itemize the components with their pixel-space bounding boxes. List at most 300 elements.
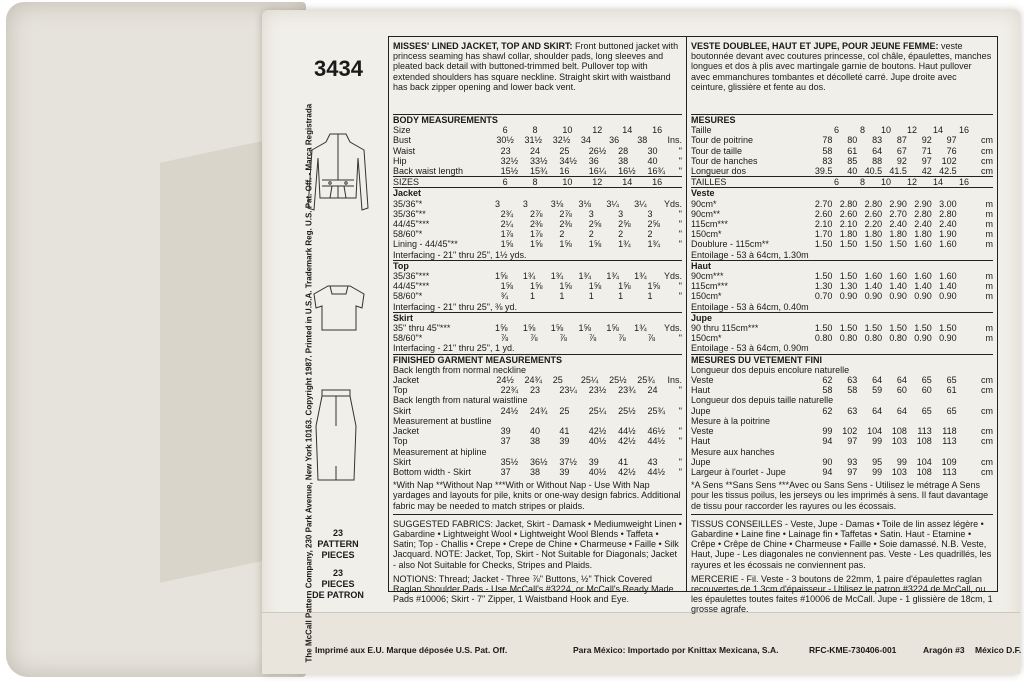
measure-value: 0.90 bbox=[914, 333, 932, 344]
measure-value: 3 bbox=[495, 198, 501, 209]
measure-row-label: 35/36"*** bbox=[393, 271, 430, 282]
measure-value: 65 bbox=[946, 375, 957, 386]
measure-row-label: Lining - 44/45"** bbox=[393, 239, 458, 250]
measure-row-label: Skirt bbox=[393, 456, 411, 467]
measure-value: 1¾ bbox=[634, 323, 647, 334]
measure-value: 25 bbox=[552, 375, 563, 386]
measure-value: 2⅜ bbox=[530, 219, 543, 230]
measure-unit: " bbox=[678, 456, 682, 467]
measure-unit: cm bbox=[981, 155, 994, 166]
measure-value: 1⅝ bbox=[559, 281, 572, 292]
measure-value: 1.40 bbox=[889, 281, 907, 292]
measure-value: 58 bbox=[822, 145, 833, 156]
measure-row bbox=[691, 219, 993, 229]
measure-value: 90 bbox=[822, 456, 833, 467]
measure-row-label: Size bbox=[393, 125, 411, 136]
measure-value: ⅞ bbox=[588, 333, 597, 344]
measure-value: 1.40 bbox=[914, 281, 932, 292]
measure-row-label: 150cm* bbox=[691, 229, 722, 240]
measure-value: 23 bbox=[500, 145, 511, 156]
measure-value: 39 bbox=[500, 426, 511, 437]
top-yardage-en bbox=[393, 261, 682, 313]
measure-value: 1⅝ bbox=[588, 239, 602, 250]
measure-value: 40½ bbox=[588, 466, 607, 477]
measure-value: 38 bbox=[618, 155, 629, 166]
measure-value: 1.80 bbox=[889, 229, 907, 240]
measure-value: 25½ bbox=[609, 375, 627, 386]
measure-value: 30½ bbox=[496, 135, 514, 146]
measure-row bbox=[393, 457, 682, 467]
size-value: 14 bbox=[622, 177, 633, 188]
measure-value: 60 bbox=[921, 385, 932, 396]
size-value: 8 bbox=[859, 177, 865, 188]
measure-value: 40½ bbox=[588, 436, 607, 447]
size-value: 12 bbox=[592, 177, 603, 188]
measure-value: ⅞ bbox=[618, 333, 626, 344]
size-value: 16 bbox=[652, 177, 663, 188]
measure-unit: " bbox=[678, 219, 682, 230]
measure-value: 8 bbox=[859, 125, 865, 136]
measure-value: 99 bbox=[896, 456, 907, 467]
measure-unit: " bbox=[678, 426, 682, 437]
measure-value: 65 bbox=[921, 375, 932, 386]
measure-value: 2 bbox=[618, 229, 624, 240]
measure-row-label: 150cm* bbox=[691, 333, 722, 344]
measure-row bbox=[393, 156, 682, 166]
measure-row-label: Top bbox=[393, 436, 408, 447]
measure-row-label: Back length from natural waistline bbox=[393, 395, 528, 406]
measure-value: 1.40 bbox=[939, 281, 957, 292]
pieces-count-fr: 23 bbox=[332, 568, 343, 578]
measure-unit: m bbox=[985, 333, 994, 344]
measure-value: 1.50 bbox=[939, 323, 957, 334]
measure-value: 97 bbox=[921, 155, 932, 166]
measure-value: 0.90 bbox=[889, 291, 907, 302]
measure-row-label: Longueur dos bbox=[691, 166, 747, 177]
measure-value: 44½ bbox=[647, 436, 665, 447]
measure-value: 1¾ bbox=[647, 239, 660, 250]
measure-row bbox=[393, 395, 682, 405]
measure-unit: " bbox=[678, 291, 682, 302]
measure-row bbox=[393, 199, 682, 209]
measure-value: 67 bbox=[896, 145, 907, 156]
measure-value: 31½ bbox=[524, 135, 543, 146]
measure-row bbox=[393, 135, 682, 145]
pieces-label-fr2: DE PATRON bbox=[312, 590, 364, 600]
notions-en: NOTIONS: Thread; Jacket - Three ⅞" Buttons, ½" Thick Covered Raglan Shoulder Pads - Use McCall's #3224, or McCall's Ready Made Pads #10006; Skirt - 7" Zipper, 1 Waistband Hook and Eye. bbox=[393, 573, 674, 605]
measure-unit: m bbox=[985, 198, 994, 209]
measure-value: ⅞ bbox=[530, 333, 538, 344]
measure-row bbox=[691, 239, 993, 249]
measure-value: 94 bbox=[822, 466, 833, 477]
measure-value: 2.90 bbox=[889, 198, 907, 209]
measure-value: 2⅜ bbox=[559, 219, 572, 230]
pieces-label-en: PATTERN bbox=[317, 539, 359, 549]
measure-value: 1¾ bbox=[634, 271, 647, 282]
measure-value: 108 bbox=[916, 436, 932, 447]
measure-value: 64 bbox=[872, 375, 883, 386]
measure-value: 2.70 bbox=[889, 208, 907, 219]
fini-measurements-fr bbox=[691, 355, 993, 515]
measure-value: 1.60 bbox=[914, 271, 932, 282]
measure-value: 15¾ bbox=[530, 166, 548, 177]
measure-value: 44½ bbox=[618, 426, 636, 437]
desc-en: Front buttoned jacket with princess seaming has shawl collar, shoulder pads, long sleeves and pleated back detail with buttoned-trimmed belt. Pullover top with extended shoulders has square neckline. Straight skirt with waistband has back zipper opening and lower back vent. bbox=[393, 41, 679, 92]
measure-value: 1⅝ bbox=[522, 323, 536, 334]
measure-value: 28 bbox=[618, 145, 629, 156]
measure-value: 37 bbox=[500, 466, 511, 477]
sizes-label: SIZES bbox=[393, 177, 420, 188]
measure-value: 109 bbox=[941, 456, 957, 467]
measure-value: 1 bbox=[530, 291, 536, 302]
skirt-interfacing-en: Interfacing - 21" thru 25", 1 yd. bbox=[393, 343, 515, 354]
measure-row-label: Skirt bbox=[393, 405, 411, 416]
measure-value: 40.5 bbox=[864, 166, 883, 177]
measure-row bbox=[691, 333, 993, 343]
measure-value: 1 bbox=[618, 291, 624, 302]
desc-fr: veste boutonnée devant avec coutures princesse, col châle, épaulettes, manches longues et dos à plis avec martingale garnie de boutons. Haut pullover avec emmanchures tombantes et décolleté carré. Jupe droite avec ceinture, glissière et fente au dos. bbox=[691, 41, 992, 92]
measure-value: 76 bbox=[946, 145, 957, 156]
measure-value: 0.80 bbox=[864, 333, 883, 344]
measure-value: 2.80 bbox=[864, 198, 883, 209]
measure-value: 36 bbox=[588, 155, 599, 166]
measure-value: 16¾ bbox=[647, 166, 665, 177]
measure-value: 25¼ bbox=[588, 405, 607, 416]
measure-value: 3 bbox=[588, 208, 594, 219]
veste-label-fr: Veste bbox=[691, 188, 715, 199]
measure-row bbox=[691, 166, 993, 176]
measure-value: 25 bbox=[559, 145, 570, 156]
measure-value: 16¼ bbox=[588, 166, 607, 177]
measure-value: 113 bbox=[942, 436, 957, 447]
measure-value: 94 bbox=[822, 436, 833, 447]
haut-label-fr: Haut bbox=[691, 260, 711, 271]
measure-row bbox=[691, 375, 993, 385]
measure-value: 36½ bbox=[530, 456, 548, 467]
measure-unit: " bbox=[678, 208, 682, 219]
measure-value: 1⅝ bbox=[606, 323, 619, 334]
measure-value: 97 bbox=[847, 436, 858, 447]
measure-value: 23¼ bbox=[559, 385, 577, 396]
fabrics-notions-en bbox=[393, 519, 682, 605]
description-fr bbox=[691, 41, 993, 115]
measure-value: 2⅞ bbox=[559, 208, 572, 219]
size-value: 8 bbox=[532, 177, 538, 188]
measure-value: 1.50 bbox=[864, 323, 883, 334]
measure-row-label: 90cm*** bbox=[691, 271, 724, 282]
measure-value: 1⅝ bbox=[618, 281, 631, 292]
measure-value: 1.30 bbox=[839, 281, 858, 292]
measure-row bbox=[691, 229, 993, 239]
measure-row-label: Doublure - 115cm** bbox=[691, 239, 769, 250]
sizes-row bbox=[393, 177, 682, 187]
measure-unit: cm bbox=[981, 466, 994, 477]
measure-value: 2¼ bbox=[500, 219, 514, 230]
measure-value: 8 bbox=[532, 125, 538, 136]
measure-unit: cm bbox=[981, 405, 994, 416]
skirt-rows-en bbox=[393, 323, 682, 343]
measure-row bbox=[691, 436, 993, 446]
skirt-label-en: Skirt bbox=[393, 312, 414, 323]
measure-row-label: 150cm* bbox=[691, 291, 722, 302]
measure-row-label: Tour de taille bbox=[691, 145, 743, 156]
measure-row bbox=[393, 146, 682, 156]
measure-row-label: Veste bbox=[691, 426, 714, 437]
skirt-yardage-en bbox=[393, 313, 682, 355]
fabrics-en: SUGGESTED FABRICS: Jacket, Skirt - Damask • Mediumweight Linen • Gabardine • Lightweight Wool • Lightweight Wool Blends • Taffeta • Satin; Top - Challis • Crepe • Crepe de Chine • Charmeuse • Faille • Silk Jacquard. NOTE: Jacket, Top, Skirt - Not Suitable for Diagonals; Jacket - also Not Suitable for Checks, Stripes and Plaids. bbox=[393, 518, 682, 570]
measure-value: 104 bbox=[867, 426, 883, 437]
measure-value: 24½ bbox=[500, 405, 519, 416]
size-value: 10 bbox=[880, 177, 891, 188]
measure-row bbox=[393, 239, 682, 249]
measure-value: 2 bbox=[647, 229, 653, 240]
measure-value: 42½ bbox=[588, 426, 607, 437]
measure-row-label: 44/45"*** bbox=[393, 219, 430, 230]
sizes-label: TAILLES bbox=[691, 177, 727, 188]
measure-value: 60 bbox=[896, 385, 907, 396]
measure-row bbox=[393, 447, 682, 457]
measure-value: 85 bbox=[847, 155, 858, 166]
measure-row-label: 35" thru 45"*** bbox=[393, 323, 451, 334]
measure-value: 59 bbox=[872, 385, 883, 396]
measure-value: ⅞ bbox=[647, 333, 655, 344]
measure-value: 118 bbox=[942, 426, 957, 437]
measure-value: 0.70 bbox=[814, 291, 833, 302]
measure-value: 61 bbox=[946, 385, 957, 396]
measure-value: 104 bbox=[916, 456, 932, 467]
measure-value: 1.50 bbox=[814, 271, 833, 282]
measure-row bbox=[691, 209, 993, 219]
measure-row-label: Largeur à l'ourlet - Jupe bbox=[691, 466, 786, 477]
measure-row bbox=[393, 229, 682, 239]
measure-value: 63 bbox=[847, 375, 858, 386]
measure-value: 2⅝ bbox=[588, 219, 602, 230]
top-rows-en bbox=[393, 271, 682, 302]
measure-value: 39 bbox=[588, 456, 599, 467]
measure-value: 64 bbox=[872, 405, 883, 416]
measure-row bbox=[691, 447, 993, 457]
measure-value: 78 bbox=[822, 135, 833, 146]
measure-row-label: 35/36"* bbox=[393, 198, 423, 209]
footer-rfc: RFC-KME-730406-001 bbox=[809, 645, 897, 655]
measure-row-label: Jupe bbox=[691, 456, 711, 467]
measure-unit: m bbox=[985, 281, 994, 292]
body-measurements-en bbox=[393, 115, 682, 177]
measure-unit: cm bbox=[981, 436, 994, 447]
haut-rows-fr bbox=[691, 271, 993, 302]
measure-row bbox=[691, 406, 993, 416]
measure-row bbox=[691, 457, 993, 467]
measure-value: 24 bbox=[647, 385, 658, 396]
measure-value: 3 bbox=[647, 208, 653, 219]
measure-value: 25¼ bbox=[580, 375, 599, 386]
measure-value: 22¾ bbox=[500, 385, 519, 396]
measure-value: 58 bbox=[847, 385, 858, 396]
jacket-back-sketch bbox=[306, 128, 370, 243]
french-column bbox=[687, 37, 997, 615]
measure-value: 3⅛ bbox=[578, 198, 592, 209]
measure-value: 42½ bbox=[618, 466, 636, 477]
measure-value: 88 bbox=[872, 155, 883, 166]
measure-value: 1⅝ bbox=[500, 239, 514, 250]
measure-unit: Ins. bbox=[667, 375, 682, 386]
footer-left: Imprimé aux E.U. Marque déposée U.S. Pat. Off. bbox=[315, 645, 508, 655]
mesures-rows-fr bbox=[691, 125, 993, 176]
measure-value: 97 bbox=[946, 135, 957, 146]
pieces-label-fr: PIECES bbox=[321, 579, 355, 589]
english-column bbox=[389, 37, 687, 605]
measure-unit: m bbox=[985, 291, 994, 302]
measure-value: ¾ bbox=[500, 291, 509, 302]
measure-value: 42½ bbox=[618, 436, 636, 447]
measure-row-label: Jupe bbox=[691, 405, 711, 416]
measure-value: 83 bbox=[872, 135, 883, 146]
measure-unit: " bbox=[678, 239, 682, 250]
measure-row-label: Jacket bbox=[393, 375, 420, 386]
measure-value: 0.80 bbox=[814, 333, 833, 344]
measure-row bbox=[691, 467, 993, 477]
jupe-yardage-fr bbox=[691, 313, 993, 355]
measure-row bbox=[691, 395, 993, 405]
description-en bbox=[393, 41, 682, 115]
measure-value: 1.60 bbox=[939, 271, 957, 282]
measure-value: 35½ bbox=[500, 456, 519, 467]
measure-value: 3 bbox=[522, 198, 528, 209]
measure-value: 16½ bbox=[618, 166, 636, 177]
measure-value: 1¾ bbox=[522, 271, 536, 282]
measure-value: 2.20 bbox=[864, 219, 883, 230]
measure-value: 64 bbox=[896, 405, 907, 416]
measure-unit: Yds. bbox=[664, 198, 683, 209]
measure-value: 92 bbox=[921, 135, 932, 146]
measure-value: 1⅝ bbox=[530, 239, 543, 250]
measure-value: 2.10 bbox=[814, 219, 833, 230]
haut-yardage-fr bbox=[691, 261, 993, 313]
measure-row bbox=[691, 125, 993, 135]
measure-row-label: Veste bbox=[691, 375, 714, 386]
jupe-label-fr: Jupe bbox=[691, 312, 713, 323]
measure-value: 32½ bbox=[500, 155, 519, 166]
fini-header-fr: MESURES DU VETEMENT FINI bbox=[691, 354, 823, 365]
measure-value: 41 bbox=[559, 426, 570, 437]
measure-row-label: Mesure aux hanches bbox=[691, 446, 775, 457]
measure-value: 40 bbox=[847, 166, 858, 177]
measure-value: 80 bbox=[847, 135, 858, 146]
measure-value: 38 bbox=[530, 436, 541, 447]
jacket-interfacing-en: Interfacing - 21" thru 25", 1½ yds. bbox=[393, 249, 527, 260]
jupe-rows-fr bbox=[691, 323, 993, 343]
measure-value: 0.90 bbox=[914, 291, 932, 302]
measure-value: 25¾ bbox=[647, 405, 665, 416]
measure-unit: m bbox=[985, 219, 994, 230]
measure-value: 1.50 bbox=[839, 323, 858, 334]
measure-row bbox=[393, 166, 682, 176]
measure-value: 1⅝ bbox=[530, 281, 543, 292]
measure-value: 99 bbox=[872, 466, 883, 477]
measure-row bbox=[691, 426, 993, 436]
measure-row-label: Measurement at bustline bbox=[393, 415, 492, 426]
measure-row bbox=[393, 375, 682, 385]
jacket-rows-en bbox=[393, 199, 682, 250]
measure-value: 2.40 bbox=[939, 219, 957, 230]
measure-row-label: Back length from normal neckline bbox=[393, 364, 527, 375]
measure-row-label: Longueur dos depuis taille naturelle bbox=[691, 395, 834, 406]
mesures-fr bbox=[691, 115, 993, 177]
sizes-row bbox=[691, 177, 993, 187]
sizes-row-en bbox=[393, 177, 682, 188]
measure-row bbox=[393, 271, 682, 281]
measure-unit: " bbox=[678, 281, 682, 292]
measure-value: 41 bbox=[618, 456, 629, 467]
fini-rows-fr bbox=[691, 365, 993, 477]
measure-value: 1.50 bbox=[889, 239, 907, 250]
measure-row-label: Back waist length bbox=[393, 166, 464, 177]
size-value: 6 bbox=[833, 177, 839, 188]
measure-unit: " bbox=[678, 436, 682, 447]
measure-value: 1⅞ bbox=[500, 229, 514, 240]
measure-unit: m bbox=[985, 208, 994, 219]
measure-unit: m bbox=[985, 229, 994, 240]
measure-value: 42.5 bbox=[939, 166, 957, 177]
measure-row bbox=[691, 416, 993, 426]
veste-rows-fr bbox=[691, 199, 993, 250]
size-value: 16 bbox=[958, 177, 969, 188]
measure-value: 61 bbox=[847, 145, 858, 156]
measure-value: 1.80 bbox=[839, 229, 858, 240]
measure-value: 41.5 bbox=[889, 166, 907, 177]
measure-value: 34 bbox=[580, 135, 591, 146]
measure-row bbox=[691, 156, 993, 166]
measure-row bbox=[691, 281, 993, 291]
measure-value: 2.40 bbox=[914, 219, 932, 230]
measure-value: 12 bbox=[592, 125, 603, 136]
measure-value: 38 bbox=[530, 466, 541, 477]
measure-value: 16 bbox=[958, 125, 969, 136]
measure-value: 1⅝ bbox=[559, 239, 572, 250]
measure-unit: Yds. bbox=[664, 323, 683, 334]
measure-value: 1⅝ bbox=[578, 323, 592, 334]
measure-row bbox=[393, 406, 682, 416]
measure-value: 43 bbox=[647, 456, 658, 467]
measure-value: 14 bbox=[932, 125, 943, 136]
measure-value: 10 bbox=[880, 125, 891, 136]
body-header-en: BODY MEASUREMENTS bbox=[393, 115, 498, 125]
title-fr: VESTE DOUBLEE, HAUT ET JUPE, POUR JEUNE FEMME: bbox=[691, 41, 939, 51]
measure-unit: Ins. bbox=[667, 135, 682, 146]
measure-value: 1.50 bbox=[839, 239, 858, 250]
measure-value: 1 bbox=[647, 291, 653, 302]
measure-value: 1.60 bbox=[914, 239, 932, 250]
measure-value: 16 bbox=[652, 125, 663, 136]
measure-value: 2.60 bbox=[814, 208, 833, 219]
measure-value: 2¾ bbox=[500, 208, 514, 219]
measure-value: 3.00 bbox=[939, 198, 957, 209]
measure-value: 108 bbox=[916, 466, 932, 477]
measure-value: 0.90 bbox=[939, 333, 957, 344]
measure-value: 36 bbox=[609, 135, 620, 146]
measure-value: 65 bbox=[921, 405, 932, 416]
measure-value: 65 bbox=[946, 405, 957, 416]
measure-row-label: 90 thru 115cm*** bbox=[691, 323, 759, 334]
measure-row-label: Bottom width - Skirt bbox=[393, 466, 472, 477]
measure-value: 24¾ bbox=[530, 405, 548, 416]
measure-row bbox=[393, 209, 682, 219]
measure-unit: cm bbox=[981, 456, 994, 467]
footer-mexico: Para México: Importado por Knittax Mexicana, S.A. bbox=[573, 645, 779, 655]
measure-row bbox=[393, 467, 682, 477]
measure-unit: " bbox=[678, 145, 682, 156]
measure-value: 15½ bbox=[500, 166, 519, 177]
